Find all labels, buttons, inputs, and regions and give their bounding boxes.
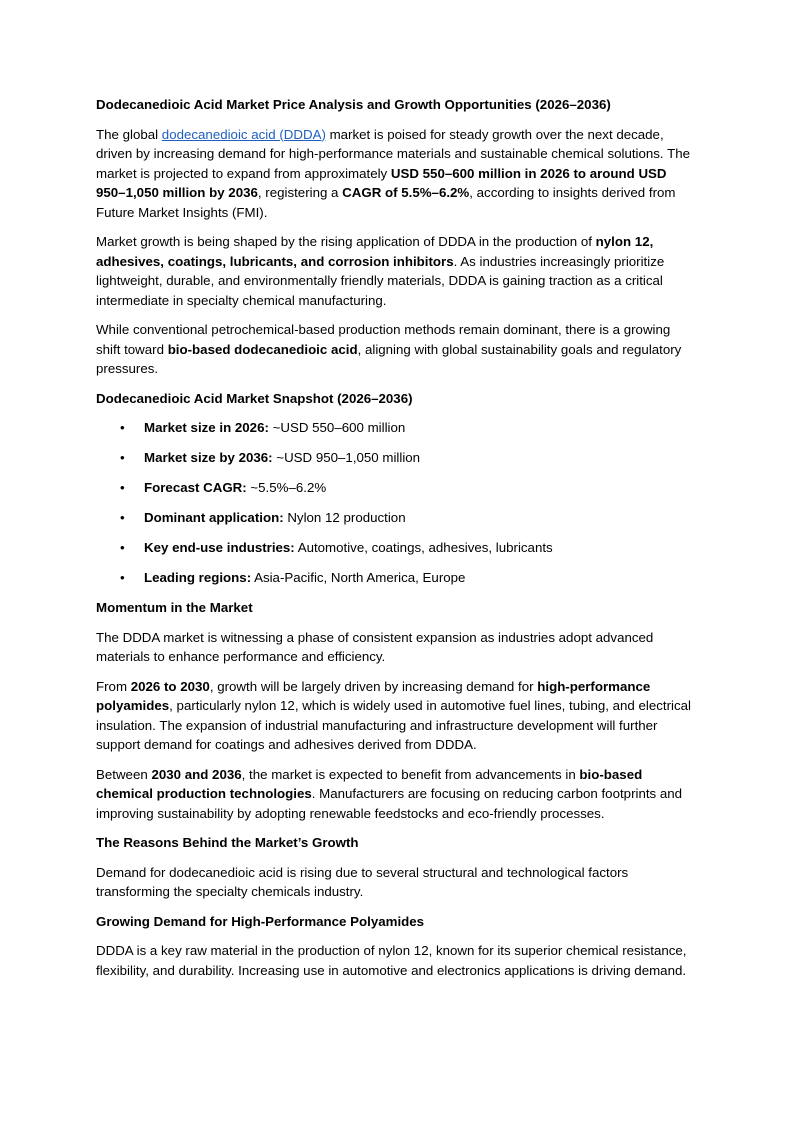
momentum-paragraph-3: Between 2030 and 2036, the market is expected to benefit from advancements in bio-based chemical production technologies. Manufacturers are focusing on reducing carbon footprints and improving sustainability by adopting renewable feedstocks and eco-friendly processes.	[96, 766, 683, 821]
intro-paragraph-2: Market growth is being shaped by the rising application of DDDA in the production of nylon 12, adhesives, coatings, lubricants, and corrosion inhibitors. As industries increasingly prioritize lightweight, durable, and environmentally friendly materials, DDDA is gaining traction as a critical intermediate in specialty chemical manufacturing.	[96, 234, 665, 308]
momentum-paragraph-2: From 2026 to 2030, growth will be largely driven by increasing demand for high-performance polyamides, particularly nylon 12, which is widely used in automotive fuel lines, tubing, and electrical insulation. The expansion of industrial manufacturing and infrastructure development will further support demand for coatings and adhesives derived from DDDA.	[96, 678, 691, 752]
list-item: • Market size in 2026: ~USD 550–600 million	[144, 418, 698, 438]
intro-paragraph-1: The global dodecanedioic acid (DDDA) market is poised for steady growth over the next decade, driven by increasing demand for high-performance materials and sustainable chemical solutions. The market is projected to expand from approximately USD 550–600 million in 2026 to around USD 950–1,050 million by 2036, registering a CAGR of 5.5%–6.2%, according to insights derived from Future Market Insights (FMI).	[96, 126, 690, 220]
snapshot-heading: Dodecanedioic Acid Market Snapshot (2026–2036)	[96, 390, 413, 406]
snapshot-list	[96, 418, 698, 588]
momentum-paragraph-1: The DDDA market is witnessing a phase of consistent expansion as industries adopt advanced materials to enhance performance and efficiency.	[96, 629, 654, 664]
momentum-heading: Momentum in the Market	[96, 600, 253, 615]
list-item: • Key end-use industries: Automotive, coatings, adhesives, lubricants	[144, 538, 698, 558]
list-item: • Leading regions: Asia-Pacific, North America, Europe	[144, 568, 698, 588]
reasons-heading: The Reasons Behind the Market’s Growth	[96, 835, 359, 850]
list-item: • Dominant application: Nylon 12 production	[144, 508, 698, 528]
list-item: • Forecast CAGR: ~5.5%–6.2%	[144, 478, 698, 498]
polyamides-heading: Growing Demand for High-Performance Polyamides	[96, 913, 425, 929]
intro-paragraph-3: While conventional petrochemical-based production methods remain dominant, there is a growing shift toward bio-based dodecanedioic acid, aligning with global sustainability goals and regulatory pressures.	[96, 322, 682, 376]
polyamides-paragraph-1: DDDA is a key raw material in the production of nylon 12, known for its superior chemical resistance, flexibility, and durability. Increasing use in automotive and electronics applications is driving demand.	[96, 943, 687, 978]
document-title: Dodecanedioic Acid Market Price Analysis and Growth Opportunities (2026–2036)	[96, 97, 611, 112]
reasons-paragraph-1: Demand for dodecanedioic acid is rising due to several structural and technological factors transforming the specialty chemicals industry.	[96, 864, 629, 899]
ddda-link[interactable]: dodecanedioic acid (DDDA)	[161, 126, 326, 142]
list-item: • Market size by 2036: ~USD 950–1,050 million	[144, 448, 698, 468]
